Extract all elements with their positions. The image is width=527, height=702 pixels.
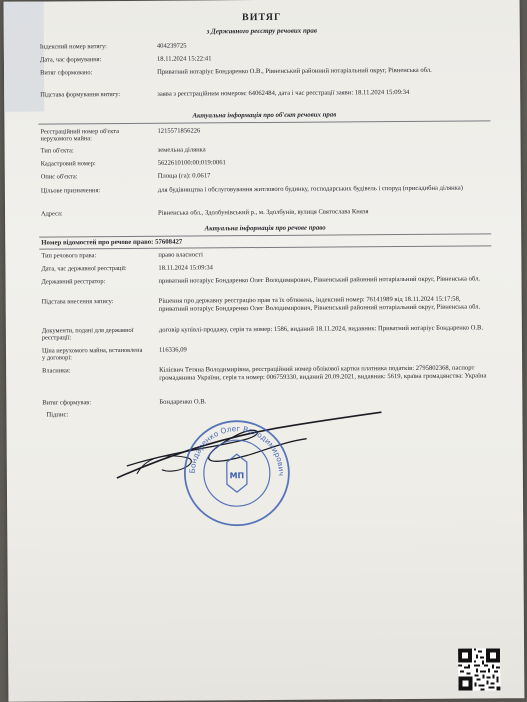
right-value: Кілієвич Тетяна Володимирівна, реєстраційний номер облікової картки платника податків: 2795802368, паспорт громадянина України, серія та номер: 006759330, виданий 20.09.2021, видавник: 5619, країна громадянства: Україна bbox=[159, 364, 487, 382]
right-label: Дата, час державної реєстрації: bbox=[41, 264, 127, 273]
record-number-value: 57608427 bbox=[155, 238, 183, 246]
document-subtitle: з Державного реєстру речових прав bbox=[206, 26, 318, 36]
object-label: Кадастровий номер: bbox=[40, 160, 96, 168]
meta-value: Приватний нотаріус Бондаренко О.В., Рівненський районний нотаріальний округ, Рівненська обл. bbox=[157, 66, 432, 76]
document-title: ВИТЯГ bbox=[241, 11, 282, 24]
right-label: Власники: bbox=[42, 367, 71, 375]
meta-value: 404239725 bbox=[156, 42, 187, 50]
meta-value: заява з реєстраційним номером: 64062484, дата і час реєстрації заяви: 18.11.2024 15:09:34 bbox=[157, 88, 410, 98]
object-value: для будівництва і обслуговування житлового будинку, господарських будівель і споруд (присадибна ділянка) bbox=[157, 184, 463, 194]
right-value: Рішення про державну реєстрацію прав та їх обтяжень, індексний номер: 76141989 від 18.11.2024 15:17:58, приватний нотаріус Бондаренко Олег Володимирович, Рівненський районний нотаріальний округ, Рівненська обл. bbox=[158, 295, 481, 313]
object-value: 1215571856226 bbox=[157, 127, 201, 135]
object-value: Рівненська обл., Здолбунівський р., м. Здолбунів, вулиця Святослава Князя bbox=[158, 208, 369, 217]
meta-label: Підстава формування витягу: bbox=[40, 90, 121, 99]
right-label: Державний реєстратор: bbox=[41, 278, 106, 286]
svg-text:Бондаренко Олег Володимирович bbox=[187, 424, 285, 477]
divider bbox=[38, 120, 490, 124]
object-value: 5622610100:00:019:0061 bbox=[157, 159, 226, 167]
meta-value: 18.11.2024 15:22:41 bbox=[156, 55, 212, 63]
object-label: Опис об'єкта: bbox=[40, 173, 78, 181]
right-value: право власності bbox=[158, 251, 203, 259]
right-label: Ціна нерухомого майна, встановлена у договорі: bbox=[41, 346, 143, 362]
object-label: Реєстраційний номер об'єкта нерухомого майна: bbox=[40, 128, 119, 143]
stamp-ring-text: Бондаренко Олег Володимирович bbox=[187, 424, 286, 477]
record-number-label: Номер відомостей про речове право: bbox=[41, 238, 154, 247]
document-sheet bbox=[4, 0, 525, 702]
meta-label: Дата, час формування: bbox=[39, 56, 102, 64]
divider bbox=[39, 233, 491, 237]
right-section-heading: Актуальна інформація про речове право bbox=[204, 224, 326, 233]
signature-label: Підпис: bbox=[46, 411, 69, 419]
formed-by-label: Витяг сформував: bbox=[42, 399, 92, 407]
meta-label: Індексний номер витягу: bbox=[39, 43, 107, 51]
right-value: приватний нотаріус Бондаренко Олег Володимирович, Рівненський районний нотаріальний округ, Рівненська обл. bbox=[158, 275, 481, 285]
right-label: Підстава внесення запису: bbox=[41, 298, 114, 306]
qr-code bbox=[458, 648, 500, 690]
qr-code-icon bbox=[458, 648, 500, 690]
object-section-heading: Актуальна інформація про об'єкт речових прав bbox=[192, 111, 337, 120]
record-number-line bbox=[41, 239, 182, 247]
object-value: земельна ділянка bbox=[157, 146, 206, 154]
stamp-center-text: МП bbox=[229, 471, 245, 481]
right-label: Тип речового права: bbox=[41, 252, 97, 260]
formed-by-value: Бондаренко О.В. bbox=[159, 398, 207, 406]
notary-stamp bbox=[181, 418, 292, 529]
right-value: договір купівлі-продажу, серія та номер: 1586, виданий 18.11.2024, видавник: Приватний нотаріус Бондаренко О.В. bbox=[158, 324, 484, 334]
meta-label: Витяг сформовано: bbox=[40, 69, 93, 77]
right-value: 116336,09 bbox=[158, 346, 187, 354]
right-label: Документи, подані для державної реєстрації: bbox=[41, 326, 134, 342]
object-value: Площа (га): 0.0617 bbox=[157, 172, 211, 180]
object-label: Адреса: bbox=[41, 210, 63, 218]
object-label: Тип об'єкта: bbox=[40, 147, 74, 155]
object-label: Цільове призначення: bbox=[40, 187, 101, 195]
right-value: 18.11.2024 15:09:34 bbox=[158, 264, 213, 272]
